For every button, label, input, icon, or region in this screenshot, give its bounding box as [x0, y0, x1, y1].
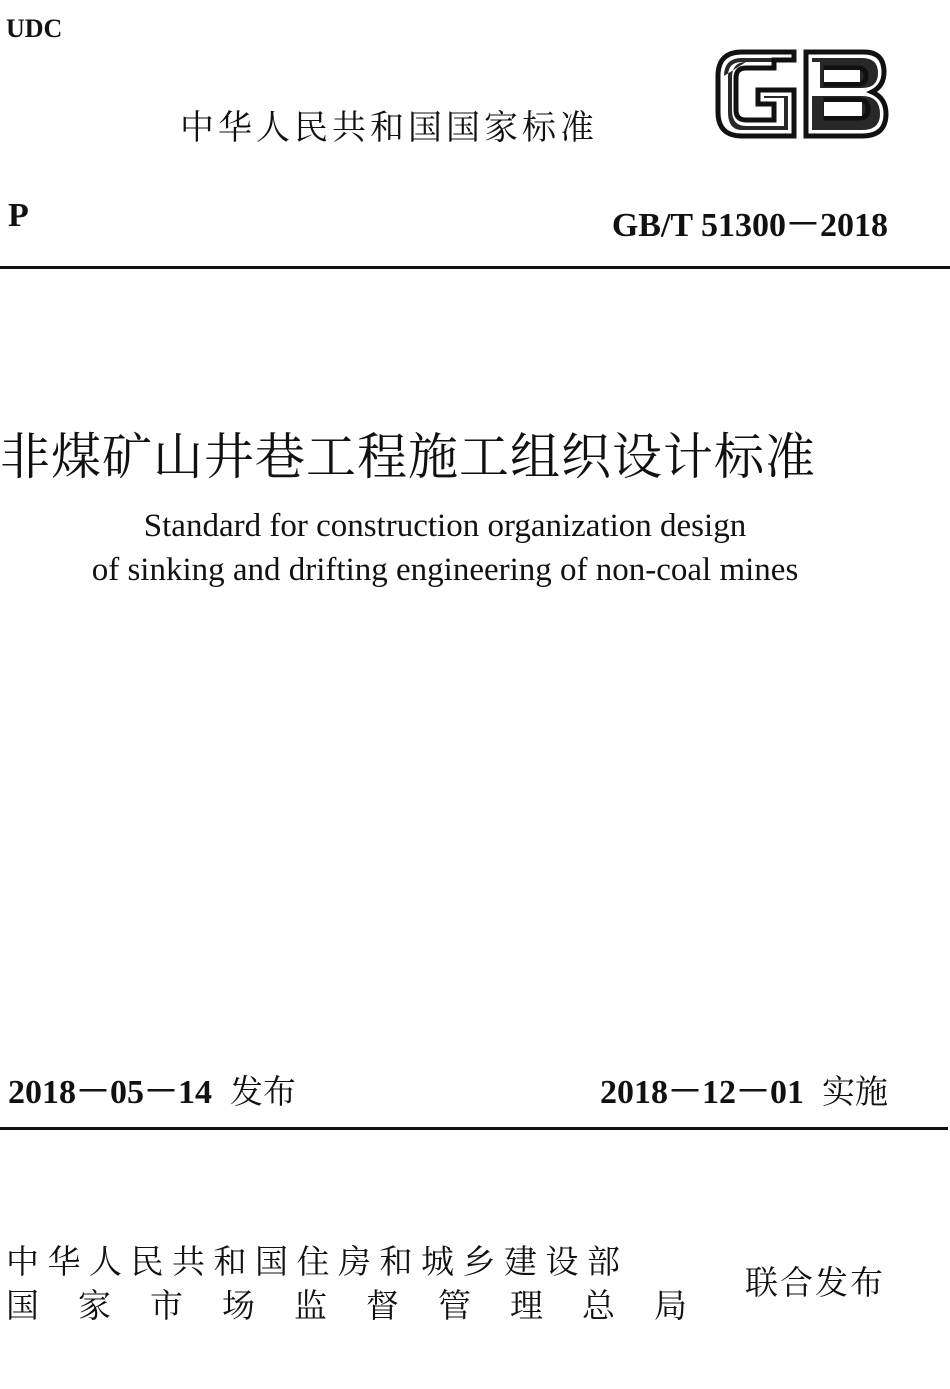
udc-label: UDC — [6, 14, 63, 43]
issuer-administration: 国家市场监督管理总局 — [6, 1286, 726, 1325]
implementation-date: 2018－12－01 — [600, 1074, 804, 1111]
issue-date-block — [8, 1064, 296, 1113]
standard-number: GB/T 51300－2018 — [611, 207, 888, 244]
joint-issue-label: 联合发布 — [745, 1263, 885, 1302]
implementation-date-block — [600, 1064, 888, 1113]
issue-label: 发布 — [230, 1072, 296, 1111]
national-standard-heading: 中华人民共和国国家标准 — [180, 108, 598, 148]
issue-date: 2018－05－14 — [8, 1074, 212, 1111]
top-divider — [0, 266, 950, 269]
issuer-ministry: 中华人民共和国住房和城乡建设部 — [6, 1242, 629, 1281]
category-code: P — [8, 197, 29, 234]
title-chinese: 非煤矿山井巷工程施工组织设计标准 — [0, 428, 816, 486]
bottom-divider — [0, 1127, 948, 1130]
implementation-label: 实施 — [822, 1072, 888, 1111]
title-english-line1: Standard for construction organization design — [143, 508, 747, 544]
title-english-line2: of sinking and drifting engineering of non-coal mines — [91, 552, 799, 588]
gb-logo — [712, 46, 890, 142]
